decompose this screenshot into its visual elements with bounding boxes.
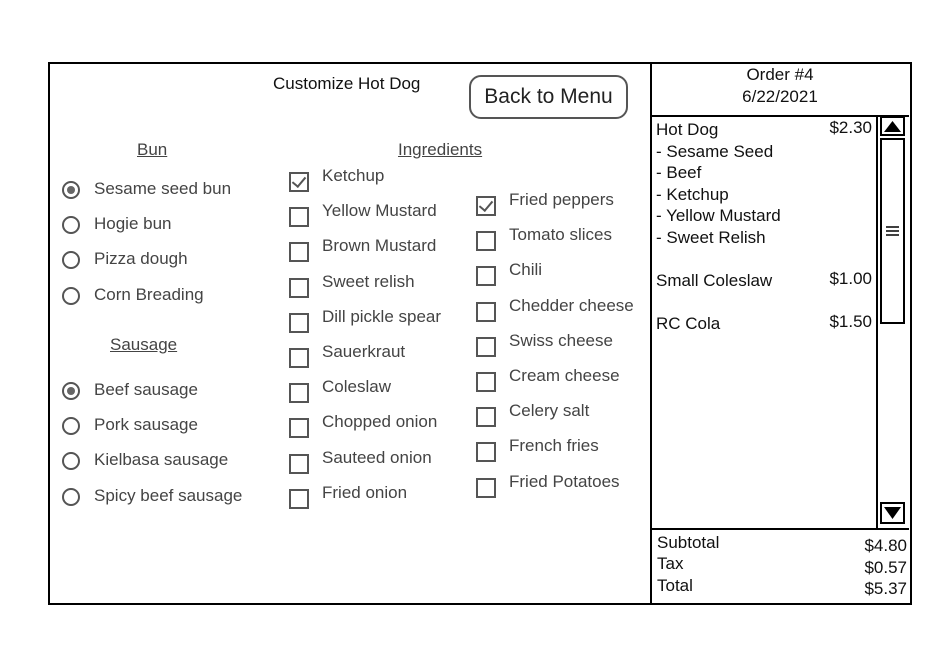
- order-item-name: Hot Dog: [656, 120, 719, 139]
- ingredient-checkbox[interactable]: [289, 172, 309, 192]
- ingredient-checkbox[interactable]: [476, 478, 496, 498]
- total-value: $5.37: [864, 579, 907, 598]
- ingredient-label[interactable]: Sauteed onion: [322, 447, 432, 467]
- bun-option-label[interactable]: Pizza dough: [94, 249, 188, 269]
- ingredient-checkbox[interactable]: [289, 383, 309, 403]
- order-item-name: RC Cola: [656, 314, 721, 334]
- sausage-option-label[interactable]: Spicy beef sausage: [94, 485, 243, 505]
- tax-value: $0.57: [864, 558, 907, 577]
- ingredient-checkbox[interactable]: [289, 418, 309, 438]
- ingredient-checkbox[interactable]: [289, 207, 309, 227]
- ingredient-label[interactable]: Ketchup: [322, 166, 385, 185]
- sausage-heading: Sausage: [110, 335, 178, 354]
- bun-option-label[interactable]: Corn Breading: [94, 284, 204, 304]
- ingredient-checkbox[interactable]: [289, 278, 309, 298]
- bun-option-label[interactable]: Hogie bun: [94, 214, 172, 234]
- subtotal-value: $4.80: [864, 536, 907, 555]
- ingredient-label[interactable]: Sweet relish: [322, 271, 415, 291]
- ingredient-label[interactable]: Celery salt: [509, 401, 590, 421]
- order-item-name: - Beef: [656, 163, 702, 183]
- ingredient-label[interactable]: Chedder cheese: [509, 295, 634, 315]
- ingredient-checkbox[interactable]: [289, 454, 309, 474]
- ingredient-label[interactable]: Coleslaw: [322, 377, 391, 397]
- ingredient-label[interactable]: Fried peppers: [509, 190, 614, 209]
- back-to-menu-button[interactable]: Back to Menu: [469, 75, 628, 119]
- ingredient-checkbox[interactable]: [476, 302, 496, 322]
- ingredients-heading: Ingredients: [398, 140, 483, 159]
- ingredient-label[interactable]: Brown Mustard: [322, 236, 437, 256]
- ingredient-checkbox[interactable]: [289, 489, 309, 509]
- ingredient-label[interactable]: Tomato slices: [509, 225, 612, 245]
- ingredient-label[interactable]: Dill pickle spear: [322, 306, 442, 326]
- order-item: [656, 162, 874, 184]
- bun-option-label[interactable]: Sesame seed bun: [94, 179, 232, 198]
- ingredient-label[interactable]: Swiss cheese: [509, 330, 613, 350]
- ingredient-checkbox[interactable]: [476, 407, 496, 427]
- order-item-price: $2.30: [829, 118, 872, 137]
- page-title: Customize Hot Dog: [273, 74, 421, 93]
- order-item: [656, 141, 874, 163]
- order-item: [656, 119, 874, 141]
- sausage-radio[interactable]: [62, 382, 80, 400]
- order-date: 6/22/2021: [742, 87, 818, 106]
- order-item: [656, 292, 874, 314]
- order-item: [656, 205, 874, 227]
- order-item: [656, 184, 874, 206]
- order-item-name: - Sesame Seed: [656, 141, 774, 161]
- ingredient-label[interactable]: Sauerkraut: [322, 342, 406, 361]
- panel-divider: [650, 62, 652, 603]
- sausage-option-label[interactable]: Kielbasa sausage: [94, 450, 229, 470]
- bun-radio[interactable]: [62, 181, 80, 199]
- bun-radio[interactable]: [62, 287, 80, 305]
- subtotal-label: Subtotal: [657, 533, 720, 552]
- scroll-thumb[interactable]: [880, 138, 905, 324]
- order-item-name: - Yellow Mustard: [656, 206, 781, 226]
- grip-lines-icon: [882, 140, 903, 322]
- order-item: [656, 249, 874, 271]
- ingredient-label[interactable]: Chili: [509, 260, 543, 280]
- total-label: Total: [657, 576, 693, 595]
- scroll-up-button[interactable]: [880, 116, 905, 136]
- ingredient-label[interactable]: Yellow Mustard: [322, 201, 437, 221]
- ingredient-label[interactable]: French fries: [509, 436, 599, 456]
- ingredient-label[interactable]: Fried onion: [322, 482, 408, 502]
- scroll-down-button[interactable]: [880, 502, 905, 524]
- ingredient-label[interactable]: Chopped onion: [322, 412, 438, 432]
- arrow-up-icon: [882, 118, 903, 134]
- order-item: [656, 270, 874, 292]
- order-number: Order #4: [746, 65, 814, 84]
- ingredient-checkbox[interactable]: [476, 231, 496, 251]
- order-item-name: - Ketchup: [656, 184, 729, 204]
- ingredient-checkbox[interactable]: [476, 372, 496, 392]
- ingredient-checkbox[interactable]: [476, 196, 496, 216]
- order-header: [652, 64, 908, 108]
- ingredient-checkbox[interactable]: [289, 348, 309, 368]
- bun-heading: Bun: [137, 140, 168, 159]
- order-item: [656, 313, 874, 335]
- order-item-name: Small Coleslaw: [656, 271, 773, 291]
- ingredient-label[interactable]: Fried Potatoes: [509, 471, 620, 491]
- totals-divider: [652, 528, 909, 530]
- ingredient-checkbox[interactable]: [289, 313, 309, 333]
- order-item-name: - Sweet Relish: [656, 227, 766, 247]
- ingredient-checkbox[interactable]: [289, 242, 309, 262]
- order-item-price: $1.00: [829, 269, 872, 289]
- ingredient-label[interactable]: Cream cheese: [509, 366, 620, 385]
- ingredient-checkbox[interactable]: [476, 442, 496, 462]
- sausage-option-label[interactable]: Beef sausage: [94, 380, 198, 399]
- order-items-list: [656, 119, 874, 335]
- sausage-radio[interactable]: [62, 488, 80, 506]
- ingredient-checkbox[interactable]: [476, 337, 496, 357]
- ingredient-checkbox[interactable]: [476, 266, 496, 286]
- order-item-price: $1.50: [829, 312, 872, 332]
- order-item: [656, 227, 874, 249]
- tax-label: Tax: [657, 554, 684, 573]
- arrow-down-icon: [882, 504, 903, 522]
- sausage-option-label[interactable]: Pork sausage: [94, 415, 198, 435]
